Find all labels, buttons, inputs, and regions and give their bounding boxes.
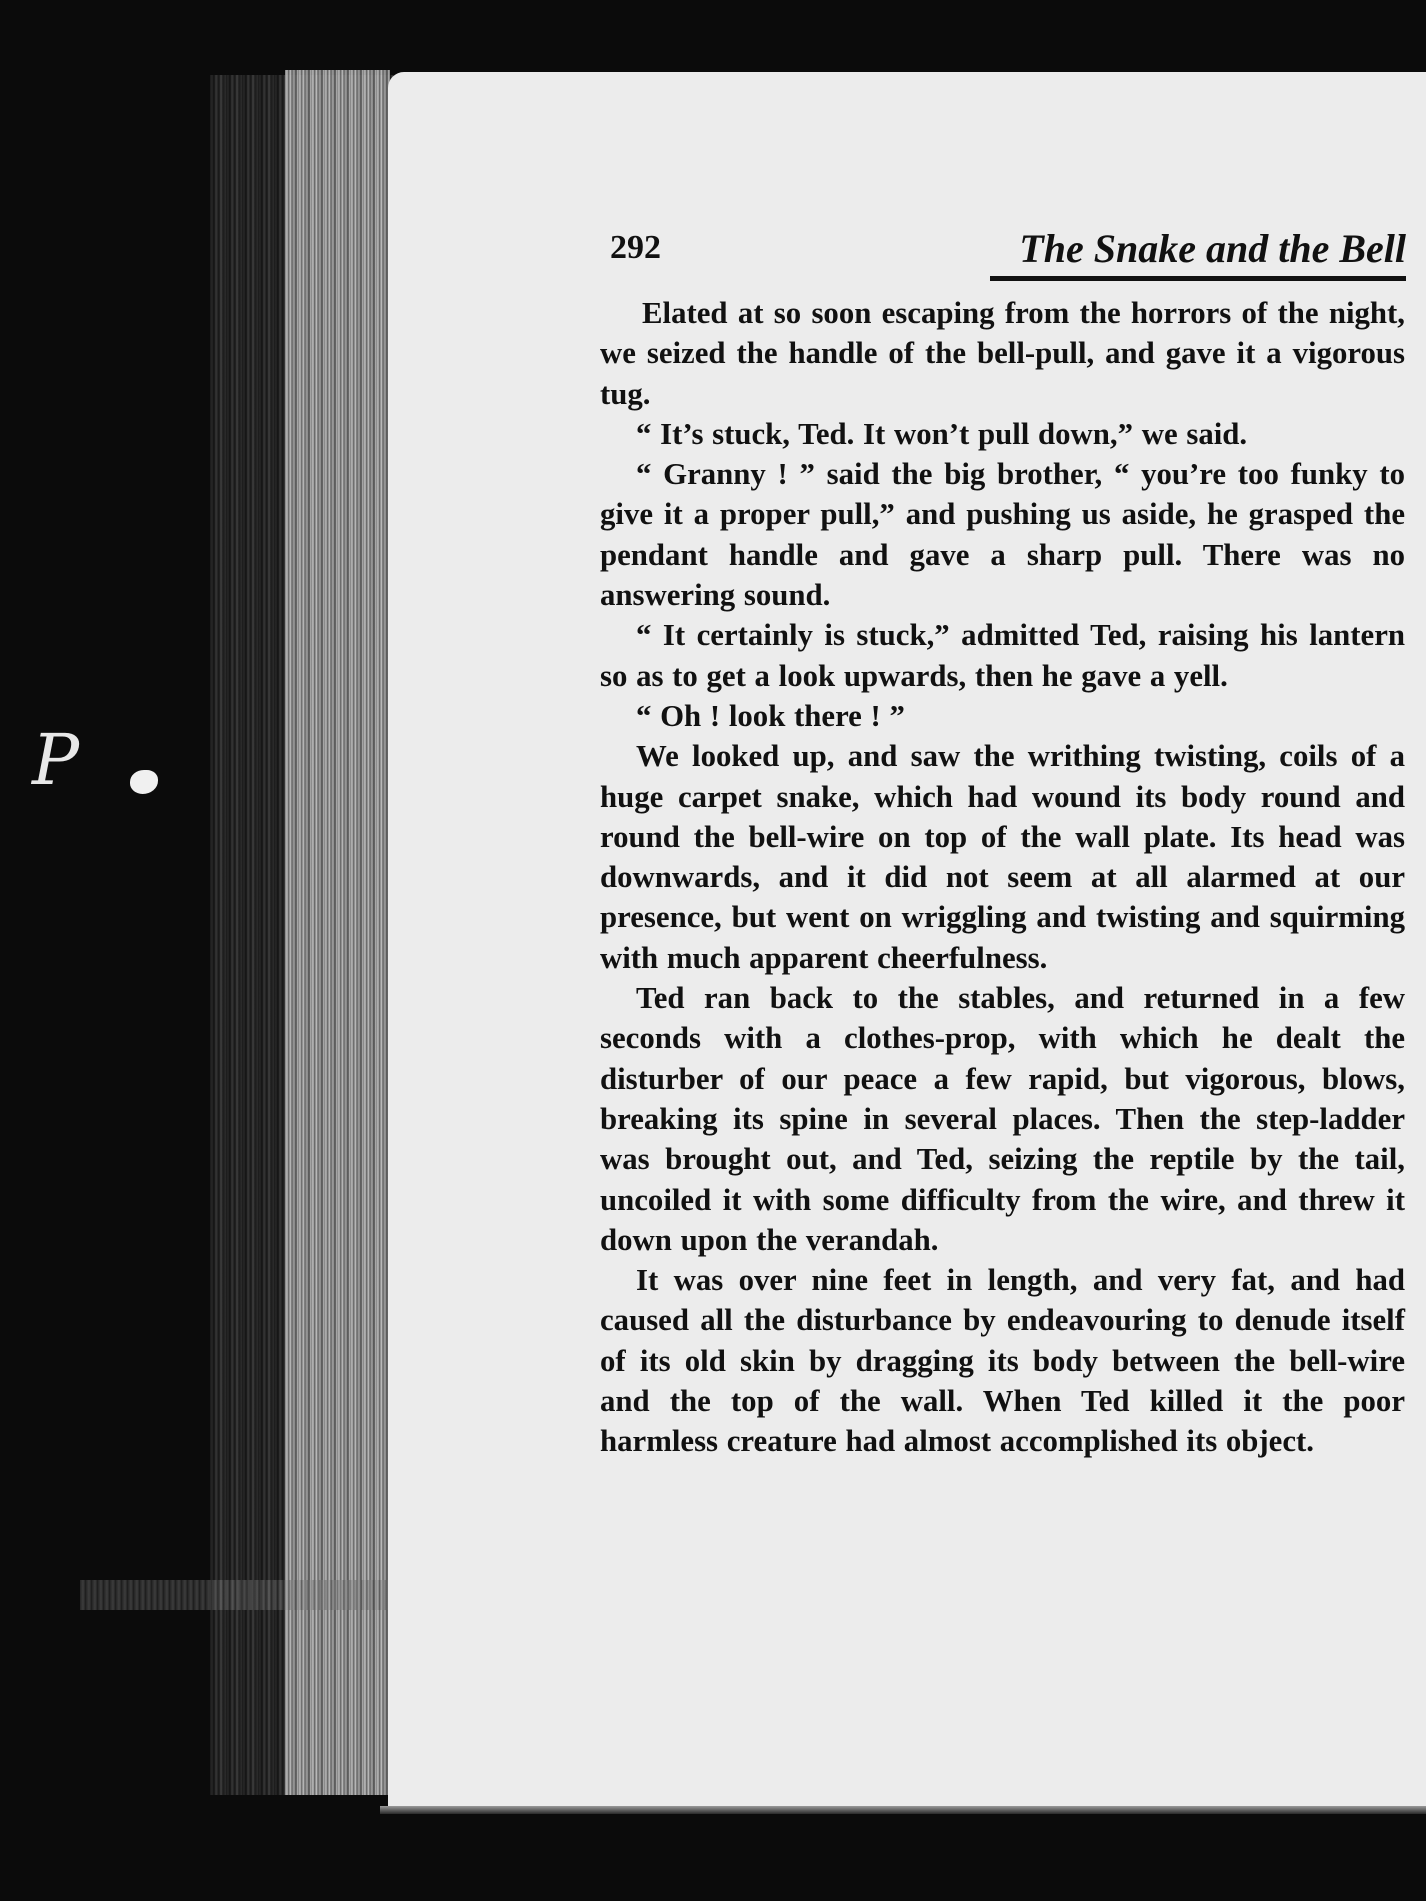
page-bottom-edge	[380, 1806, 1426, 1814]
paragraph: We looked up, and saw the writhing twisting, coils of a huge carpet snake, which had wound its body round and round the bell-wire on top of the wall plate. Its head was downwards, and it did not seem at all alarmed at our presence, but went on wriggling and twisting and squirming with much apparent cheerfulness.	[600, 739, 1405, 975]
body-text	[600, 293, 1405, 1462]
running-title: The Snake and the Bell	[1019, 226, 1406, 271]
header-rule	[990, 276, 1406, 281]
margin-mark-letter: P	[32, 719, 80, 801]
paragraph: “ It certainly is stuck,” admitted Ted, raising his lantern so as to get a look upwards, then he gave a yell.	[600, 618, 1405, 693]
margin-mark-blot	[130, 770, 158, 794]
paragraph: It was over nine feet in length, and very fat, and had caused all the disturbance by endeavouring to denude itself of its old skin by dragging its body between the bell-wire and the top of the wall. When Ted killed it the poor harmless creature had almost accomplished its object.	[600, 1263, 1405, 1459]
paragraph: “ Granny ! ” said the big brother, “ you’re too funky to give it a proper pull,” and pushing us aside, he grasped the pendant handle and gave a sharp pull. There was no answering sound.	[600, 457, 1405, 613]
page-edges	[285, 70, 390, 1795]
scan-artifact-band	[80, 1580, 410, 1610]
paragraph: Ted ran back to the stables, and returned in a few seconds with a clothes-prop, with which he dealt the disturber of our peace a few rapid, but vigorous, blows, breaking its spine in several places. Then the step-ladder was brought out, and Ted, seizing the reptile by the tail, uncoiled it with some difficulty from the wire, and threw it down upon the verandah.	[600, 981, 1405, 1257]
paragraph: Elated at so soon escaping from the horrors of the night, we seized the handle of the bell-pull, and gave it a vigorous tug.	[600, 296, 1405, 411]
paragraph: “ It’s stuck, Ted. It won’t pull down,” we said.	[636, 416, 1248, 451]
page-number: 292	[610, 229, 661, 266]
paragraph: “ Oh ! look there ! ”	[636, 698, 905, 733]
page-header	[610, 225, 1406, 285]
